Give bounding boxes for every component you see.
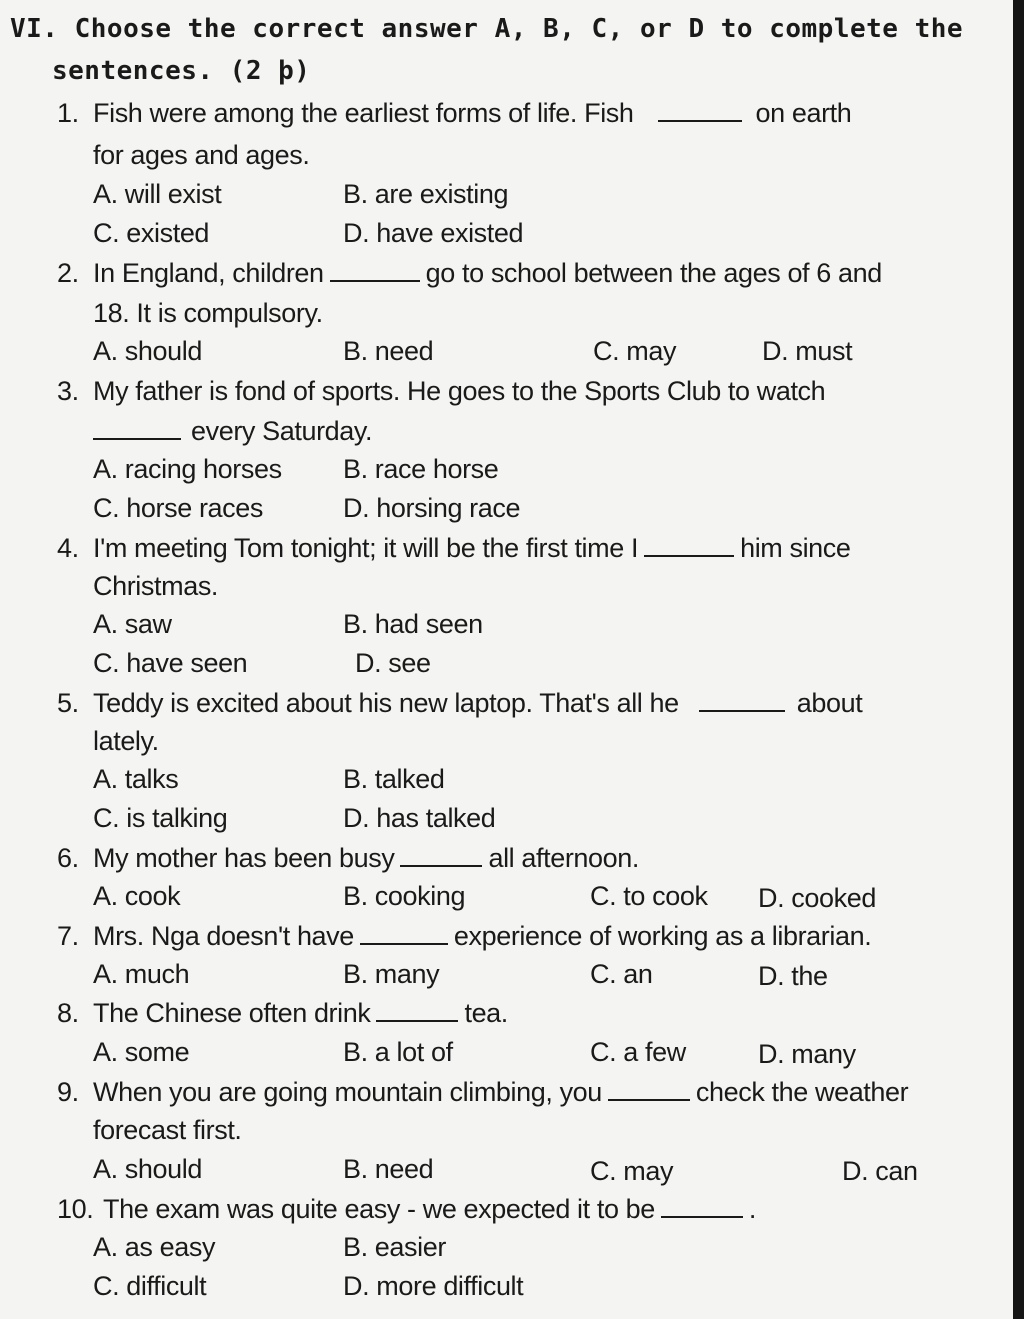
- question-10: [57, 1193, 756, 1225]
- question-3-option-c: C. horse races: [93, 493, 263, 523]
- question-6-option-c: C. to cook: [590, 881, 708, 911]
- question-text: My father is fond of sports. He goes to the Sports Club to watch: [93, 376, 826, 406]
- question-1-option-d: D. have existed: [343, 218, 524, 248]
- question-text: The exam was quite easy - we expected it to be: [103, 1194, 655, 1224]
- answer-blank: [400, 845, 482, 867]
- question-2-option-a: A. should: [93, 336, 202, 366]
- question-3-option-a: A. racing horses: [93, 454, 282, 484]
- question-1-option-b: B. are existing: [343, 179, 509, 209]
- answer-blank: [330, 260, 420, 282]
- question-text: My mother has been busy: [93, 843, 395, 873]
- question-2: [57, 257, 882, 289]
- question-4: [57, 532, 851, 564]
- question-10-option-a: A. as easy: [93, 1232, 216, 1262]
- question-number: 5.: [57, 688, 79, 718]
- question-5-option-b: B. talked: [343, 764, 445, 794]
- question-number: 10.: [57, 1194, 94, 1224]
- question-9-option-a: A. should: [93, 1154, 202, 1184]
- question-2-option-c: C. may: [593, 336, 677, 366]
- question-6-option-d: D. cooked: [758, 883, 876, 913]
- answer-blank: [699, 690, 785, 712]
- question-number: 2.: [57, 258, 79, 288]
- question-text: Fish were among the earliest forms of life. Fish: [93, 98, 634, 128]
- question-9-option-c: C. may: [590, 1156, 674, 1186]
- question-7-option-d: D. the: [758, 961, 828, 991]
- answer-blank: [93, 418, 181, 440]
- question-text: about: [796, 688, 863, 718]
- question-text: Teddy is excited about his new laptop. That's all he: [93, 688, 679, 718]
- question-1: [57, 97, 851, 129]
- question-number: 8.: [57, 998, 79, 1028]
- question-number: 7.: [57, 921, 79, 951]
- question-4-continuation: Christmas.: [93, 571, 219, 601]
- question-2-continuation: 18. It is compulsory.: [93, 298, 323, 328]
- question-9-option-b: B. need: [343, 1154, 434, 1184]
- question-number: 1.: [57, 98, 79, 128]
- question-text: all afternoon.: [488, 843, 639, 873]
- question-9-option-d: D. can: [842, 1156, 918, 1186]
- question-text: experience of working as a librarian.: [453, 921, 872, 951]
- question-6-option-a: A. cook: [93, 881, 181, 911]
- question-text: Mrs. Nga doesn't have: [93, 921, 354, 951]
- question-5-option-a: A. talks: [93, 764, 179, 794]
- question-text: check the weather: [695, 1077, 909, 1107]
- question-8-option-b: B. a lot of: [343, 1037, 453, 1067]
- question-9-continuation: forecast first.: [93, 1115, 242, 1145]
- question-10-option-b: B. easier: [343, 1232, 446, 1262]
- question-4-option-b: B. had seen: [343, 609, 483, 639]
- answer-blank: [644, 535, 734, 557]
- section-heading-cont: sentences. (2 þ): [52, 56, 311, 86]
- question-1-option-c: C. existed: [93, 218, 210, 248]
- question-number: 6.: [57, 843, 79, 873]
- question-1-continuation: for ages and ages.: [93, 140, 310, 170]
- question-8-option-d: D. many: [758, 1039, 856, 1069]
- question-number: 4.: [57, 533, 79, 563]
- question-text: I'm meeting Tom tonight; it will be the first time I: [93, 533, 639, 563]
- question-7-option-a: A. much: [93, 959, 190, 989]
- question-text: When you are going mountain climbing, you: [93, 1077, 602, 1107]
- question-7-option-b: B. many: [343, 959, 440, 989]
- question-5-option-d: D. has talked: [343, 803, 496, 833]
- answer-blank: [376, 1000, 458, 1022]
- question-6: [57, 842, 639, 874]
- question-8: [57, 997, 508, 1029]
- question-8-option-a: A. some: [93, 1037, 190, 1067]
- question-text: on earth: [755, 98, 852, 128]
- question-5: [57, 687, 862, 719]
- question-text: go to school between the ages of 6 and: [425, 258, 882, 288]
- question-3-option-b: B. race horse: [343, 454, 499, 484]
- question-text: every Saturday.: [191, 416, 373, 446]
- photo-edge-shadow: [1013, 0, 1024, 1319]
- question-4-option-c: C. have seen: [93, 648, 248, 678]
- question-5-option-c: C. is talking: [93, 803, 228, 833]
- question-3: [57, 375, 825, 407]
- question-2-option-b: B. need: [343, 336, 434, 366]
- answer-blank: [360, 923, 448, 945]
- answer-blank: [658, 100, 742, 122]
- question-3-continuation: [93, 415, 372, 447]
- question-10-option-d: D. more difficult: [343, 1271, 524, 1301]
- question-2-option-d: D. must: [762, 336, 853, 366]
- question-7: [57, 920, 871, 952]
- answer-blank: [608, 1079, 690, 1101]
- question-5-continuation: lately.: [93, 726, 159, 756]
- question-number: 9.: [57, 1077, 79, 1107]
- question-10-option-c: C. difficult: [93, 1271, 207, 1301]
- question-text: tea.: [464, 998, 508, 1028]
- question-8-option-c: C. a few: [590, 1037, 686, 1067]
- question-text: The Chinese often drink: [93, 998, 371, 1028]
- question-number: 3.: [57, 376, 79, 406]
- question-3-option-d: D. horsing race: [343, 493, 521, 523]
- question-4-option-a: A. saw: [93, 609, 172, 639]
- question-text: .: [748, 1194, 757, 1224]
- question-6-option-b: B. cooking: [343, 881, 466, 911]
- section-heading: VI. Choose the correct answer A, B, C, or D to complete the: [10, 14, 964, 44]
- question-4-option-d: D. see: [355, 648, 431, 678]
- question-text: him since: [740, 533, 851, 563]
- question-9: [57, 1076, 908, 1108]
- answer-blank: [661, 1196, 743, 1218]
- question-7-option-c: C. an: [590, 959, 653, 989]
- question-1-option-a: A. will exist: [93, 179, 222, 209]
- question-text: In England, children: [93, 258, 324, 288]
